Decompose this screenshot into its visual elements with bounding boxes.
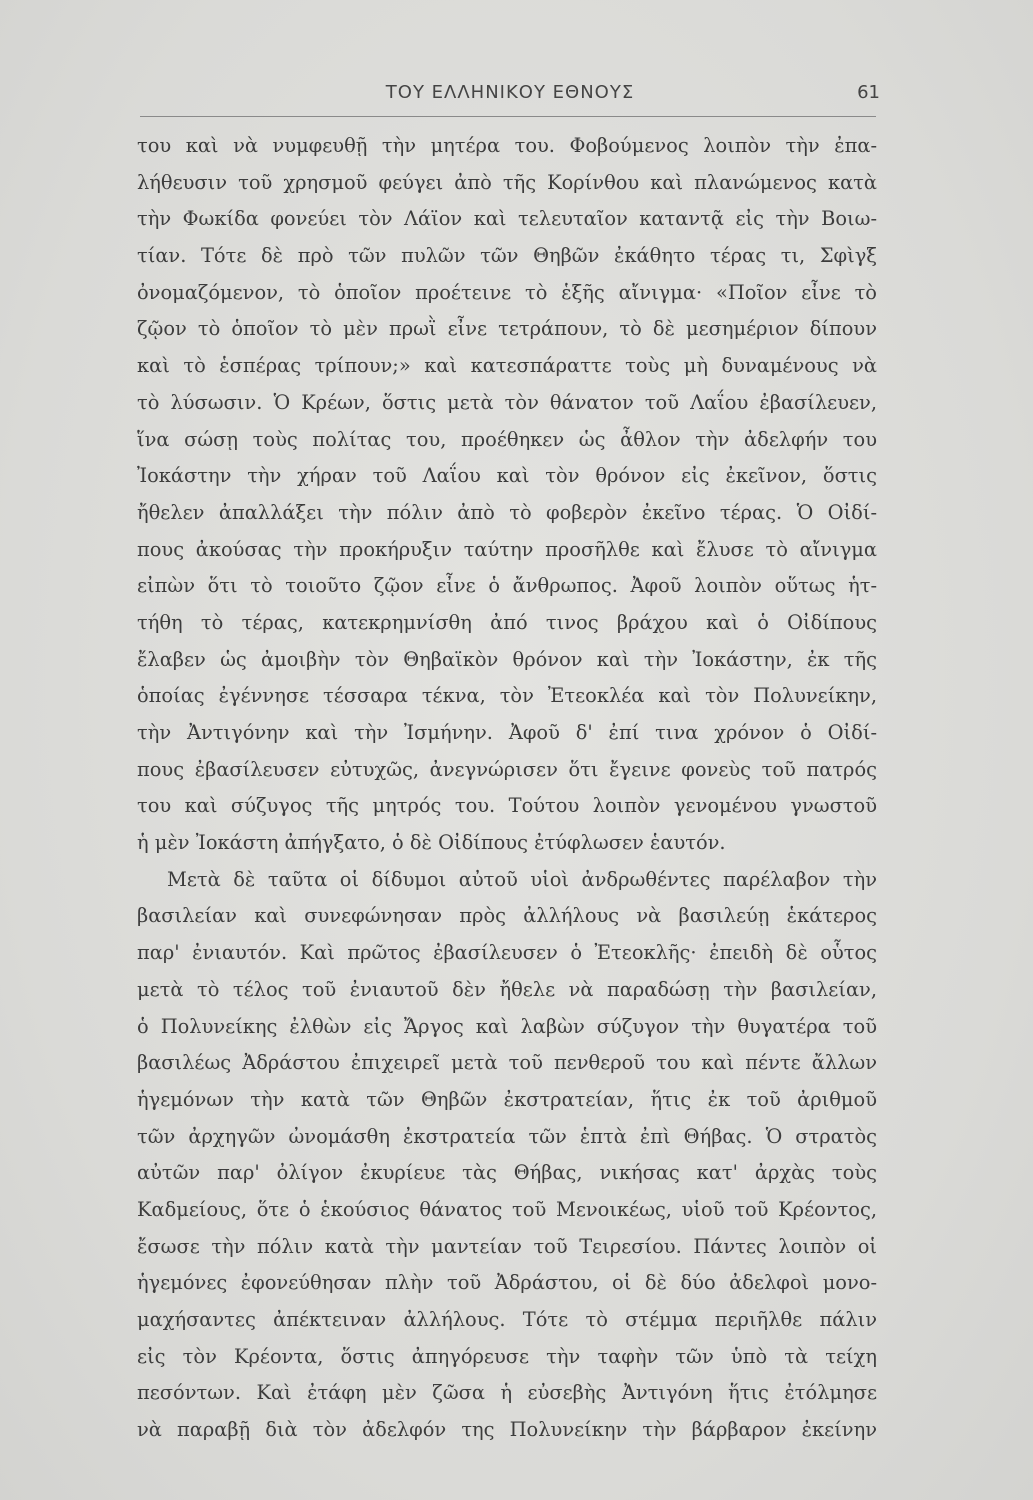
text-line: μαχήσαντες ἀπέκτειναν ἀλλήλους. Τότε τὸ στέμμα περιῆλθε πάλιν [137,1308,877,1331]
text-line: τὴν Φωκίδα φονεύει τὸν Λάϊον καὶ τελευταῖον καταντᾷ εἰς τὴν Βοιω- [137,207,877,231]
text-line: βασιλείαν καὶ συνεφώνησαν πρὸς ἀλλήλους νὰ βασιλεύῃ ἑκάτερος [137,904,877,928]
text-line: λήθευσιν τοῦ χρησμοῦ φεύγει ἀπὸ τῆς Κορίνθου καὶ πλανώμενος κατὰ [137,170,877,194]
text-line: του καὶ νὰ νυμφευθῇ τὴν μητέρα του. Φοβούμενος λοιπὸν τὴν ἐπα- [137,134,877,157]
page-number: 61 [857,82,880,103]
text-line: Καδμείους, ὅτε ὁ ἑκούσιος θάνατος τοῦ Μενοικέως, υἱοῦ τοῦ Κρέοντος, [137,1197,877,1221]
text-line: τῶν ἀρχηγῶν ὠνομάσθη ἐκστρατεία τῶν ἑπτὰ ἐπὶ Θήβας. Ὁ στρατὸς [137,1124,877,1148]
text-line: αὐτῶν παρ' ὀλίγον ἐκυρίευε τὰς Θήβας, νικήσας κατ' ἀρχὰς τοὺς [137,1161,877,1185]
text-line: νὰ παραβῇ διὰ τὸν ἀδελφόν της Πολυνείκην τὴν βάρβαρον ἐκείνην [137,1418,877,1442]
text-line: βασιλέως Ἀδράστου ἐπιχειρεῖ μετὰ τοῦ πενθεροῦ του καὶ πέντε ἄλλων [137,1051,877,1075]
text-line: ἵνα σώσῃ τοὺς πολίτας του, προέθηκεν ὡς ἆθλον τὴν ἀδελφήν του [137,427,877,451]
text-line: ἡ μὲν Ἰοκάστη ἀπήγξατο, ὁ δὲ Οἰδίπους ἐτύφλωσεν ἑαυτόν. [137,831,726,855]
text-line: μετὰ τὸ τέλος τοῦ ἐνιαυτοῦ δὲν ἤθελε νὰ παραδώσῃ τὴν βασιλείαν, [137,977,877,1001]
text-line: πεσόντων. Καὶ ἐτάφη μὲν ζῶσα ἡ εὐσεβὴς Ἀντιγόνη ἥτις ἐτόλμησε [137,1381,877,1405]
text-line: τὸ λύσωσιν. Ὁ Κρέων, ὅστις μετὰ τὸν θάνατον τοῦ Λαΐου ἐβασίλευεν, [137,390,877,414]
body-text [137,128,877,1449]
text-line: τὴν Ἀντιγόνην καὶ τὴν Ἰσμήνην. Ἀφοῦ δ' ἐπί τινα χρόνον ὁ Οἰδί- [137,721,877,744]
text-line: ἡγεμόνες ἐφονεύθησαν πλὴν τοῦ Ἀδράστου, οἱ δὲ δύο ἀδελφοὶ μονο- [137,1271,877,1295]
text-line: ἤθελεν ἀπαλλάξει τὴν πόλιν ἀπὸ τὸ φοβερὸν ἐκεῖνο τέρας. Ὁ Οἰδί- [137,500,877,524]
text-line: καὶ τὸ ἑσπέρας τρίπουν;» καὶ κατεσπάραττε τοὺς μὴ δυναμένους νὰ [137,354,877,378]
text-line: τίαν. Τότε δὲ πρὸ τῶν πυλῶν τῶν Θηβῶν ἐκάθητο τέρας τι, Σφὶγξ [137,244,877,268]
text-line: εἰπὼν ὅτι τὸ τοιοῦτο ζῷον εἶνε ὁ ἄνθρωπος. Ἀφοῦ λοιπὸν οὕτως ἡτ- [137,574,877,598]
text-line: του καὶ σύζυγος τῆς μητρός του. Τούτου λοιπὸν γενομένου γνωστοῦ [137,794,877,818]
text-line: εἰς τὸν Κρέοντα, ὅστις ἀπηγόρευσε τὴν ταφὴν τῶν ὑπὸ τὰ τείχη [137,1344,877,1368]
text-line: παρ' ἐνιαυτόν. Καὶ πρῶτος ἐβασίλευσεν ὁ Ἐτεοκλῆς· ἐπειδὴ δὲ οὗτος [137,941,877,965]
running-head [140,76,880,112]
running-title: ΤΟΥ ΕΛΛΗΝΙΚΟΥ ΕΘΝΟΥΣ [385,82,635,103]
text-line: ὁποίας ἐγέννησε τέσσαρα τέκνα, τὸν Ἐτεοκλέα καὶ τὸν Πολυνείκην, [137,684,877,708]
text-line: ὀνομαζόμενον, τὸ ὁποῖον προέτεινε τὸ ἑξῆς αἴνιγμα· «Ποῖον εἶνε τὸ [137,280,877,304]
text-line: ἡγεμόνων τὴν κατὰ τῶν Θηβῶν ἐκστρατείαν, ἥτις ἐκ τοῦ ἀριθμοῦ [137,1087,877,1111]
text-line: τήθη τὸ τέρας, κατεκρημνίσθη ἀπό τινος βράχου καὶ ὁ Οἰδίπους [137,610,877,634]
text-line: ὁ Πολυνείκης ἐλθὼν εἰς Ἄργος καὶ λαβὼν σύζυγον τὴν θυγατέρα τοῦ [137,1014,877,1038]
text-line: πους ἀκούσας τὴν προκήρυξιν ταύτην προσῆλθε καὶ ἔλυσε τὸ αἴνιγμα [137,537,877,561]
text-line: πους ἐβασίλευσεν εὐτυχῶς, ἀνεγνώρισεν ὅτι ἔγεινε φονεὺς τοῦ πατρός [137,757,877,781]
text-line: ζῷον τὸ ὁποῖον τὸ μὲν πρωῒ εἶνε τετράπουν, τὸ δὲ μεσημέριον δίπουν [137,317,877,341]
text-line: ἔλαβεν ὡς ἀμοιβὴν τὸν Θηβαϊκὸν θρόνον καὶ τὴν Ἰοκάστην, ἐκ τῆς [137,647,877,671]
text-line: ἔσωσε τὴν πόλιν κατὰ τὴν μαντείαν τοῦ Τειρεσίου. Πάντες λοιπὸν οἱ [137,1234,877,1258]
text-line: Μετὰ δὲ ταῦτα οἱ δίδυμοι αὐτοῦ υἱοὶ ἀνδρωθέντες παρέλαβον τὴν [167,867,877,891]
header-rule [140,116,876,117]
text-line: Ἰοκάστην τὴν χήραν τοῦ Λαΐου καὶ τὸν θρόνον εἰς ἐκεῖνον, ὅστις [137,464,877,488]
